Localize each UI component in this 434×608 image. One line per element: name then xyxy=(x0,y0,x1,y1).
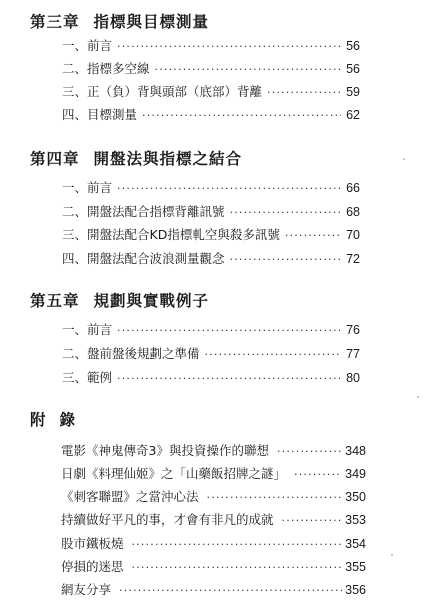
dot-leader xyxy=(132,537,343,553)
entry-label: 日劇《料理仙姬》之「山藥飯招牌之謎」 xyxy=(61,466,287,481)
dot-leader xyxy=(277,444,342,460)
dot-leader xyxy=(205,347,342,363)
entry-label: 一、前言 xyxy=(62,38,113,53)
entry-label: 停損的迷思 xyxy=(61,559,124,574)
toc-entry[interactable] xyxy=(61,466,366,482)
entry-page-number: 70 xyxy=(346,228,360,242)
entry-page-number: 68 xyxy=(346,205,360,219)
entry-label: 持續做好平凡的事，才會有非凡的成就 xyxy=(61,512,274,527)
dot-leader xyxy=(267,85,341,101)
entry-page-number: 80 xyxy=(346,371,360,385)
toc-entry[interactable] xyxy=(62,107,360,123)
toc-entry[interactable] xyxy=(61,559,366,575)
entry-page-number: 62 xyxy=(346,108,360,122)
entry-page-number: 77 xyxy=(346,347,360,361)
entry-label: 股市鐵板燒 xyxy=(61,536,124,551)
chapter-title: 指標與目標測量 xyxy=(93,12,210,31)
entry-page-number: 350 xyxy=(345,490,366,504)
entry-page-number: 66 xyxy=(346,181,360,195)
toc-entry[interactable] xyxy=(62,251,360,267)
toc-entry[interactable] xyxy=(62,180,360,196)
dot-leader xyxy=(294,467,342,483)
dot-leader xyxy=(230,252,342,268)
entry-label: 四、目標測量 xyxy=(62,107,138,122)
chapter-title: 開盤法與指標之結合 xyxy=(93,149,243,168)
toc-entry[interactable] xyxy=(62,322,360,338)
entry-page-number: 349 xyxy=(345,467,366,481)
entry-label: 二、指標多空線 xyxy=(62,61,150,76)
entry-page-number: 56 xyxy=(346,62,360,76)
dot-leader xyxy=(117,181,341,197)
toc-entry[interactable] xyxy=(61,536,366,552)
entry-label: 一、前言 xyxy=(62,322,113,337)
entry-page-number: 355 xyxy=(345,560,366,574)
toc-entry[interactable] xyxy=(62,61,360,77)
dot-leader xyxy=(132,560,343,576)
scan-speck xyxy=(403,158,405,160)
chapter-heading xyxy=(30,291,209,311)
entry-label: 四、開盤法配合波浪測量觀念 xyxy=(62,251,225,266)
entry-label: 三、正（負）背與頭部（底部）背離 xyxy=(62,84,263,99)
toc-entry[interactable] xyxy=(62,227,360,243)
entry-page-number: 76 xyxy=(346,323,360,337)
entry-page-number: 59 xyxy=(346,85,360,99)
dot-leader xyxy=(285,228,341,244)
scan-speck xyxy=(417,396,419,398)
chapter-heading xyxy=(30,12,209,32)
entry-page-number: 353 xyxy=(345,513,366,527)
dot-leader xyxy=(117,39,341,55)
entry-label: 二、盤前盤後規劃之準備 xyxy=(62,346,200,361)
chapter-title: 規劃與實戰例子 xyxy=(93,291,210,310)
toc-entry[interactable] xyxy=(62,204,360,220)
toc-entry[interactable] xyxy=(61,489,366,505)
chapter-number: 第三章 xyxy=(30,12,80,31)
entry-page-number: 356 xyxy=(345,583,366,597)
dot-leader xyxy=(119,583,342,599)
toc-entry[interactable] xyxy=(61,443,366,459)
dot-leader xyxy=(142,108,341,124)
entry-label: 電影《神鬼傳奇3》與投資操作的聯想 xyxy=(61,443,269,458)
toc-entry[interactable] xyxy=(62,38,360,54)
entry-page-number: 354 xyxy=(345,537,366,551)
entry-label: 一、前言 xyxy=(62,180,113,195)
dot-leader xyxy=(282,513,343,529)
dot-leader xyxy=(207,490,343,506)
entry-page-number: 348 xyxy=(345,444,366,458)
entry-label: 網友分享 xyxy=(61,582,112,597)
entry-page-number: 56 xyxy=(346,39,360,53)
dot-leader xyxy=(230,205,342,221)
scan-speck xyxy=(391,554,393,556)
appendix-heading: 附錄 xyxy=(30,410,90,429)
entry-page-number: 72 xyxy=(346,252,360,266)
entry-label: 二、開盤法配合指標背離訊號 xyxy=(62,204,225,219)
toc-entry[interactable] xyxy=(61,512,366,528)
toc-entry[interactable] xyxy=(61,582,366,598)
dot-leader xyxy=(155,62,342,78)
chapter-heading xyxy=(30,149,242,169)
dot-leader xyxy=(117,371,341,387)
chapter-number: 第五章 xyxy=(30,291,80,310)
dot-leader xyxy=(117,323,341,339)
entry-label: 三、範例 xyxy=(62,370,113,385)
toc-entry[interactable] xyxy=(62,84,360,100)
toc-entry[interactable] xyxy=(62,346,360,362)
entry-label: 《刺客聯盟》之當沖心法 xyxy=(61,489,199,504)
entry-label: 三、開盤法配合KD指標軋空與殺多訊號 xyxy=(62,227,280,242)
toc-entry[interactable] xyxy=(62,370,360,386)
chapter-number: 第四章 xyxy=(30,149,80,168)
